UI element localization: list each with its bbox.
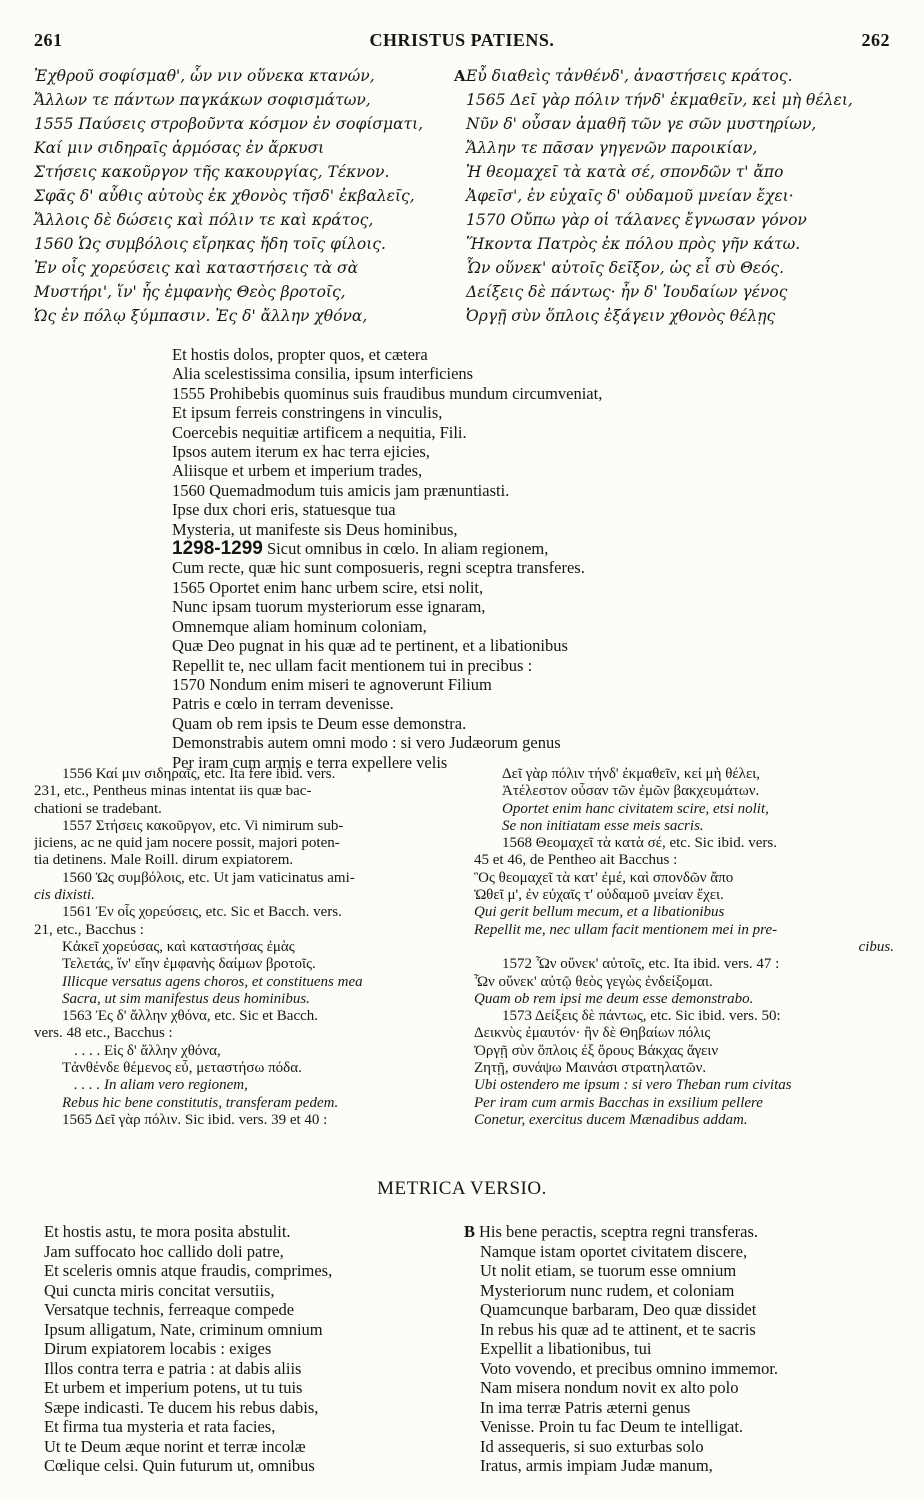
note-line: Qui gerit bellum mecum, et a libationibus <box>474 904 725 921</box>
verse-line: Expellit a libationibus, tui <box>480 1339 652 1358</box>
note-line: 1563 Ἐς δ' ἄλλην χθόνα, etc. Sic et Bacch. <box>62 1008 319 1025</box>
verse-line: Venisse. Proin tu fac Deum te intelligat. <box>480 1417 744 1436</box>
verse-line: Et urbem et imperium potens, ut tu tuis <box>44 1378 303 1397</box>
note-line: . . . . Εἰς δ' ἄλλην χθόνα, <box>74 1042 221 1059</box>
note-line: Sacra, ut sim manifestus deus hominibus. <box>62 990 310 1007</box>
note-line: Oportet enim hanc civitatem scire, etsi nolit, <box>502 800 769 817</box>
latin-line: 1565 Oportet enim hanc urbem scire, etsi nolit, <box>172 577 484 597</box>
note-line: Ζητῇ, συνάψω Μαινάσι στρατηλατῶν. <box>474 1060 707 1077</box>
note-line: Ὧν οὕνεκ' αὐτῷ θεὸς γεγὼς ἐνδείξομαι. <box>474 973 713 990</box>
note-line: 45 et 46, de Pentheo ait Bacchus : <box>474 852 678 869</box>
latin-line: Per iram cum armis e terra expellere velis <box>172 752 448 772</box>
verse-line: Quamcunque barbaram, Deo quæ dissidet <box>480 1300 757 1319</box>
greek-line: Ἀφεῖσ', ἐν εὐχαῖς δ' οὐδαμοῦ μνείαν ἔχει· <box>466 187 794 205</box>
verse-line: Et hostis astu, te mora posita abstulit. <box>44 1222 291 1241</box>
greek-line: Ἡ θεομαχεῖ τὰ κατὰ σέ, σπονδῶν τ' ἄπο <box>466 163 784 181</box>
note-line: 231, etc., Pentheus minas intentat iis quæ bac- <box>34 783 312 800</box>
verse-line: Id assequeris, si suo exturbas solo <box>480 1436 704 1456</box>
verse-line: Et firma tua mysteria et rata facies, <box>44 1417 276 1436</box>
note-line: cis dixisti. <box>34 887 95 904</box>
greek-line: Ἄλλων τε πάντων παγκάκων σοφισμάτων, <box>34 91 371 109</box>
note-line: Δεικνὺς ἐμαυτόν· ἢν δὲ Θηβαίων πόλις <box>474 1025 711 1042</box>
verse-line-text: His bene peractis, sceptra regni transferas. <box>479 1222 759 1241</box>
latin-line: Demonstrabis autem omni modo : si vero Judæorum genus <box>172 733 561 753</box>
page-number-left: 261 <box>34 30 63 50</box>
note-line: 1560 Ὡς συμβόλοις, etc. Ut jam vaticinatus ami- <box>62 869 355 886</box>
greek-line: 1570 Οὔπω γὰρ οἱ τάλανες ἔγνωσαν γόνον <box>466 211 807 229</box>
verse-line <box>464 1222 900 1242</box>
verse-line: Sæpe indicasti. Te ducem his rebus dabis, <box>44 1397 319 1417</box>
verse-line: Illos contra terra e patria : at dabis aliis <box>44 1358 302 1378</box>
note-line: Ὀργῇ σὺν ὅπλοις ἐξ ὄρους Βάκχας ἄγειν <box>474 1042 719 1059</box>
note-line: vers. 48 etc., Bacchus : <box>34 1025 173 1042</box>
verse-line: Nam misera nondum novit ex alto polo <box>480 1378 739 1397</box>
verse-line: Mysteriorum nunc rudem, et coloniam <box>480 1280 735 1300</box>
verse-line: Voto vovendo, et precibus omnino immemor. <box>480 1358 779 1378</box>
verse-line: Et sceleris omnis atque fraudis, comprimes, <box>44 1261 333 1280</box>
note-line: 1557 Στήσεις κακοῦργον, etc. Vi nimirum sub- <box>62 817 344 834</box>
verse-line: Cœlique celsi. Quin futurum ut, omnibus <box>44 1456 315 1475</box>
greek-line: Στήσεις κακοῦργον τῆς κακουργίας, Τέκνον. <box>34 163 390 181</box>
greek-line: Ἐχθροῦ σοφίσμαθ', ὧν νιν οὕνεκα κτανών, <box>34 67 375 85</box>
greek-line: Ἥκοντα Πατρὸς ἐκ πόλου πρὸς γῆν κάτω. <box>466 235 801 253</box>
metrical-version-left <box>44 1222 444 1476</box>
greek-line: Δείξεις δὲ πάντως· ἦν δ' Ἰουδαίων γένος <box>466 283 788 301</box>
note-line: Se non initiatam esse meis sacris. <box>502 817 704 834</box>
note-line: cibus. <box>858 938 894 955</box>
greek-line: Ἐν οἷς χορεύσεις καὶ καταστήσεις τὰ σὰ <box>34 259 359 277</box>
latin-line: 1560 Quemadmodum tuis amicis jam prænuntiasti. <box>172 480 510 500</box>
greek-line: Εὖ διαθεὶς τἀνθένδ', ἀναστήσεις κράτος. <box>466 67 793 85</box>
greek-line: 1565 Δεῖ γὰρ πόλιν τήνδ' ἐκμαθεῖν, κεἰ μὴ θέλει, <box>466 91 853 109</box>
latin-line: Quæ Deo pugnat in his quæ ad te pertinent, et a libationibus <box>172 636 568 656</box>
latin-line: Ipsos autem iterum ex hac terra ejicies, <box>172 442 430 462</box>
greek-line: Νῦν δ' οὖσαν ἀμαθῆ τῶν γε σῶν μυστηρίων, <box>466 115 817 133</box>
verse-line: Ipsum alligatum, Nate, criminum omnium <box>44 1319 323 1339</box>
note-line: Conetur, exercitus ducem Mænadibus addam. <box>474 1111 748 1128</box>
greek-line: 1560 Ὡς συμβόλοις εἴρηκας ἤδη τοῖς φίλοις. <box>34 235 386 253</box>
latin-translation <box>172 345 772 772</box>
verse-line: Ut te Deum æque norint et terræ incolæ <box>44 1436 306 1456</box>
note-line: Ubi ostendero me ipsum : si vero Theban rum civitas <box>474 1077 792 1094</box>
greek-line: Καί μιν σιδηραῖς ἁρμόσας ἐν ἄρκυσι <box>34 139 325 157</box>
note-line: Τἀνθένδε θέμενος εὖ, μεταστήσω πόδα. <box>62 1060 302 1077</box>
greek-text-left <box>34 64 454 328</box>
latin-line: Patris e cœlo in terram devenisse. <box>172 694 394 714</box>
verse-line: Ut nolit etiam, se tuorum esse omnium <box>480 1261 737 1280</box>
verse-line: In ima terræ Patris æterni genus <box>480 1397 691 1417</box>
note-line: Per iram cum armis Bacchas in exsilium pellere <box>474 1094 763 1111</box>
latin-line: Nunc ipsam tuorum mysteriorum esse ignaram, <box>172 597 486 617</box>
verse-line: Iratus, armis impiam Judæ manum, <box>480 1456 713 1475</box>
latin-line: 1555 Prohibebis quominus suis fraudibus mundum circumveniat, <box>172 383 603 403</box>
note-line: jiciens, ac ne quid jam nocere possit, majori poten- <box>34 835 340 852</box>
latin-line: Et ipsum ferreis constringens in vinculis, <box>172 403 443 423</box>
note-line: tia detinens. Male Roill. dirum expiatorem. <box>34 852 294 869</box>
latin-line: Mysteria, ut manifeste sis Deus hominibus, <box>172 519 458 539</box>
verse-line: Versatque technis, ferreaque compede <box>44 1300 295 1319</box>
latin-line: Cum recte, quæ hic sunt composueris, regni sceptra transferes. <box>172 558 585 578</box>
column-marker-a: A <box>454 67 466 85</box>
verse-line: Qui cuncta miris concitat versutiis, <box>44 1280 275 1300</box>
latin-line: Coercebis nequitiæ artificem a nequitia, Fili. <box>172 422 467 442</box>
latin-line: Ipse dux chori eris, statuesque tua <box>172 500 396 520</box>
running-title: CHRISTUS PATIENS. <box>369 30 555 50</box>
note-line: 1561 Ἐν οἷς χορεύσεις, etc. Sic et Bacch. vers. <box>62 904 342 921</box>
greek-line: Ὀργῇ σὺν ὅπλοις ἐξάγειν χθονὸς θέλῃς <box>466 307 776 325</box>
note-line: 1568 Θεομαχεῖ τὰ κατὰ σέ, etc. Sic ibid. vers. <box>502 835 777 852</box>
note-line: Ὠθεῖ μ', ἐν εὐχαῖς τ' οὐδαμοῦ μνείαν ἔχει. <box>474 887 724 904</box>
note-line: chationi se tradebant. <box>34 800 162 817</box>
note-line: 1572 Ὧν οὕνεκ' αὐτοῖς, etc. Ita ibid. vers. 47 : <box>502 956 780 973</box>
latin-line: Omnemque aliam hominum coloniam, <box>172 616 427 636</box>
note-line: Ὃς θεομαχεῖ τὰ κατ' ἐμέ, καὶ σπονδῶν ἄπο <box>474 869 734 886</box>
note-line: Illicque versatus agens choros, et constituens mea <box>62 973 363 990</box>
note-line: . . . . In aliam vero regionem, <box>74 1077 248 1094</box>
note-line: Κἀκεῖ χορεύσας, καὶ καταστήσας ἐμὰς <box>62 938 295 955</box>
latin-line: Repellit te, nec ullam facit mentionem tui in precibus : <box>172 655 533 675</box>
greek-line: Ἄλλοις δὲ δώσεις καὶ πόλιν τε καὶ κράτος, <box>34 211 374 229</box>
latin-line: Aliisque et urbem et imperium trades, <box>172 461 423 481</box>
verse-line: In rebus his quæ ad te attinent, et te sacris <box>480 1319 756 1339</box>
note-line: 21, etc., Bacchus : <box>34 921 144 938</box>
note-line: Quam ob rem ipsi me deum esse demonstrabo. <box>474 990 754 1007</box>
notes-right <box>474 766 894 1129</box>
latin-line-text: Sicut omnibus in cœlo. In aliam regionem, <box>267 539 549 559</box>
note-line: Δεῖ γὰρ πόλιν τήνδ' ἐκμαθεῖν, κεἰ μὴ θέλει, <box>502 766 761 782</box>
greek-line: 1555 Παύσεις στροβοῦντα κόσμον ἐν σοφίσματι, <box>34 115 424 133</box>
note-line: Ἀτέλεστον οὖσαν τῶν ἐμῶν βακχευμάτων. <box>502 783 760 800</box>
verse-line: Dirum expiatorem locabis : exiges <box>44 1339 272 1358</box>
section-title: METRICA VERSIO. <box>377 1178 547 1199</box>
column-marker-b: B <box>464 1222 476 1241</box>
notes-left <box>34 766 454 1129</box>
verse-line: Jam suffocato hoc callido doli patre, <box>44 1241 284 1261</box>
note-line: 1556 Καί μιν σιδηραῖς, etc. Ita fere ibid. vers. <box>62 766 336 782</box>
latin-line: Alia scelestissima consilia, ipsum interficiens <box>172 364 474 384</box>
note-line: 1565 Δεῖ γὰρ πόλιν. Sic ibid. vers. 39 et 40 : <box>62 1111 328 1128</box>
greek-line: Ἄλλην τε πᾶσαν γηγενῶν παροικίαν, <box>466 139 758 157</box>
greek-text-right <box>454 64 896 328</box>
latin-line: 1570 Nondum enim miseri te agnoverunt Filium <box>172 674 492 694</box>
page-number-right: 262 <box>861 30 890 50</box>
note-line: Rebus hic bene constitutis, transferam pedem. <box>62 1094 339 1111</box>
greek-line: Ὡς ἐν πόλῳ ξύμπασιν. Ἐς δ' ἄλλην χθόνα, <box>34 307 368 325</box>
column-number-marker: 1298-1299 <box>172 538 263 560</box>
metrical-version-right <box>464 1222 900 1476</box>
greek-line: Ὧν οὕνεκ' αὐτοῖς δεῖξον, ὡς εἶ σὺ Θεός. <box>466 259 785 277</box>
latin-line: Et hostis dolos, propter quos, et cætera <box>172 345 428 364</box>
note-line: 1573 Δείξεις δὲ πάντως, etc. Sic ibid. vers. 50: <box>502 1008 781 1025</box>
latin-line <box>172 539 772 558</box>
greek-line: Μυστήρι', ἵν' ἧς ἐμφανὴς Θεὸς βροτοῖς, <box>34 283 346 301</box>
note-line: Repellit me, nec ullam facit mentionem mei in pre- <box>474 921 778 938</box>
verse-line: Namque istam oportet civitatem discere, <box>480 1241 748 1261</box>
note-line: Τελετάς, ἵν' εἴην ἐμφανὴς δαίμων βροτοῖς. <box>62 956 316 973</box>
greek-line: Σφᾶς δ' αὖθις αὐτοὺς ἐκ χθονὸς τῆσδ' ἐκβαλεῖς, <box>34 187 415 205</box>
latin-line: Quam ob rem ipsis te Deum esse demonstra. <box>172 713 467 733</box>
